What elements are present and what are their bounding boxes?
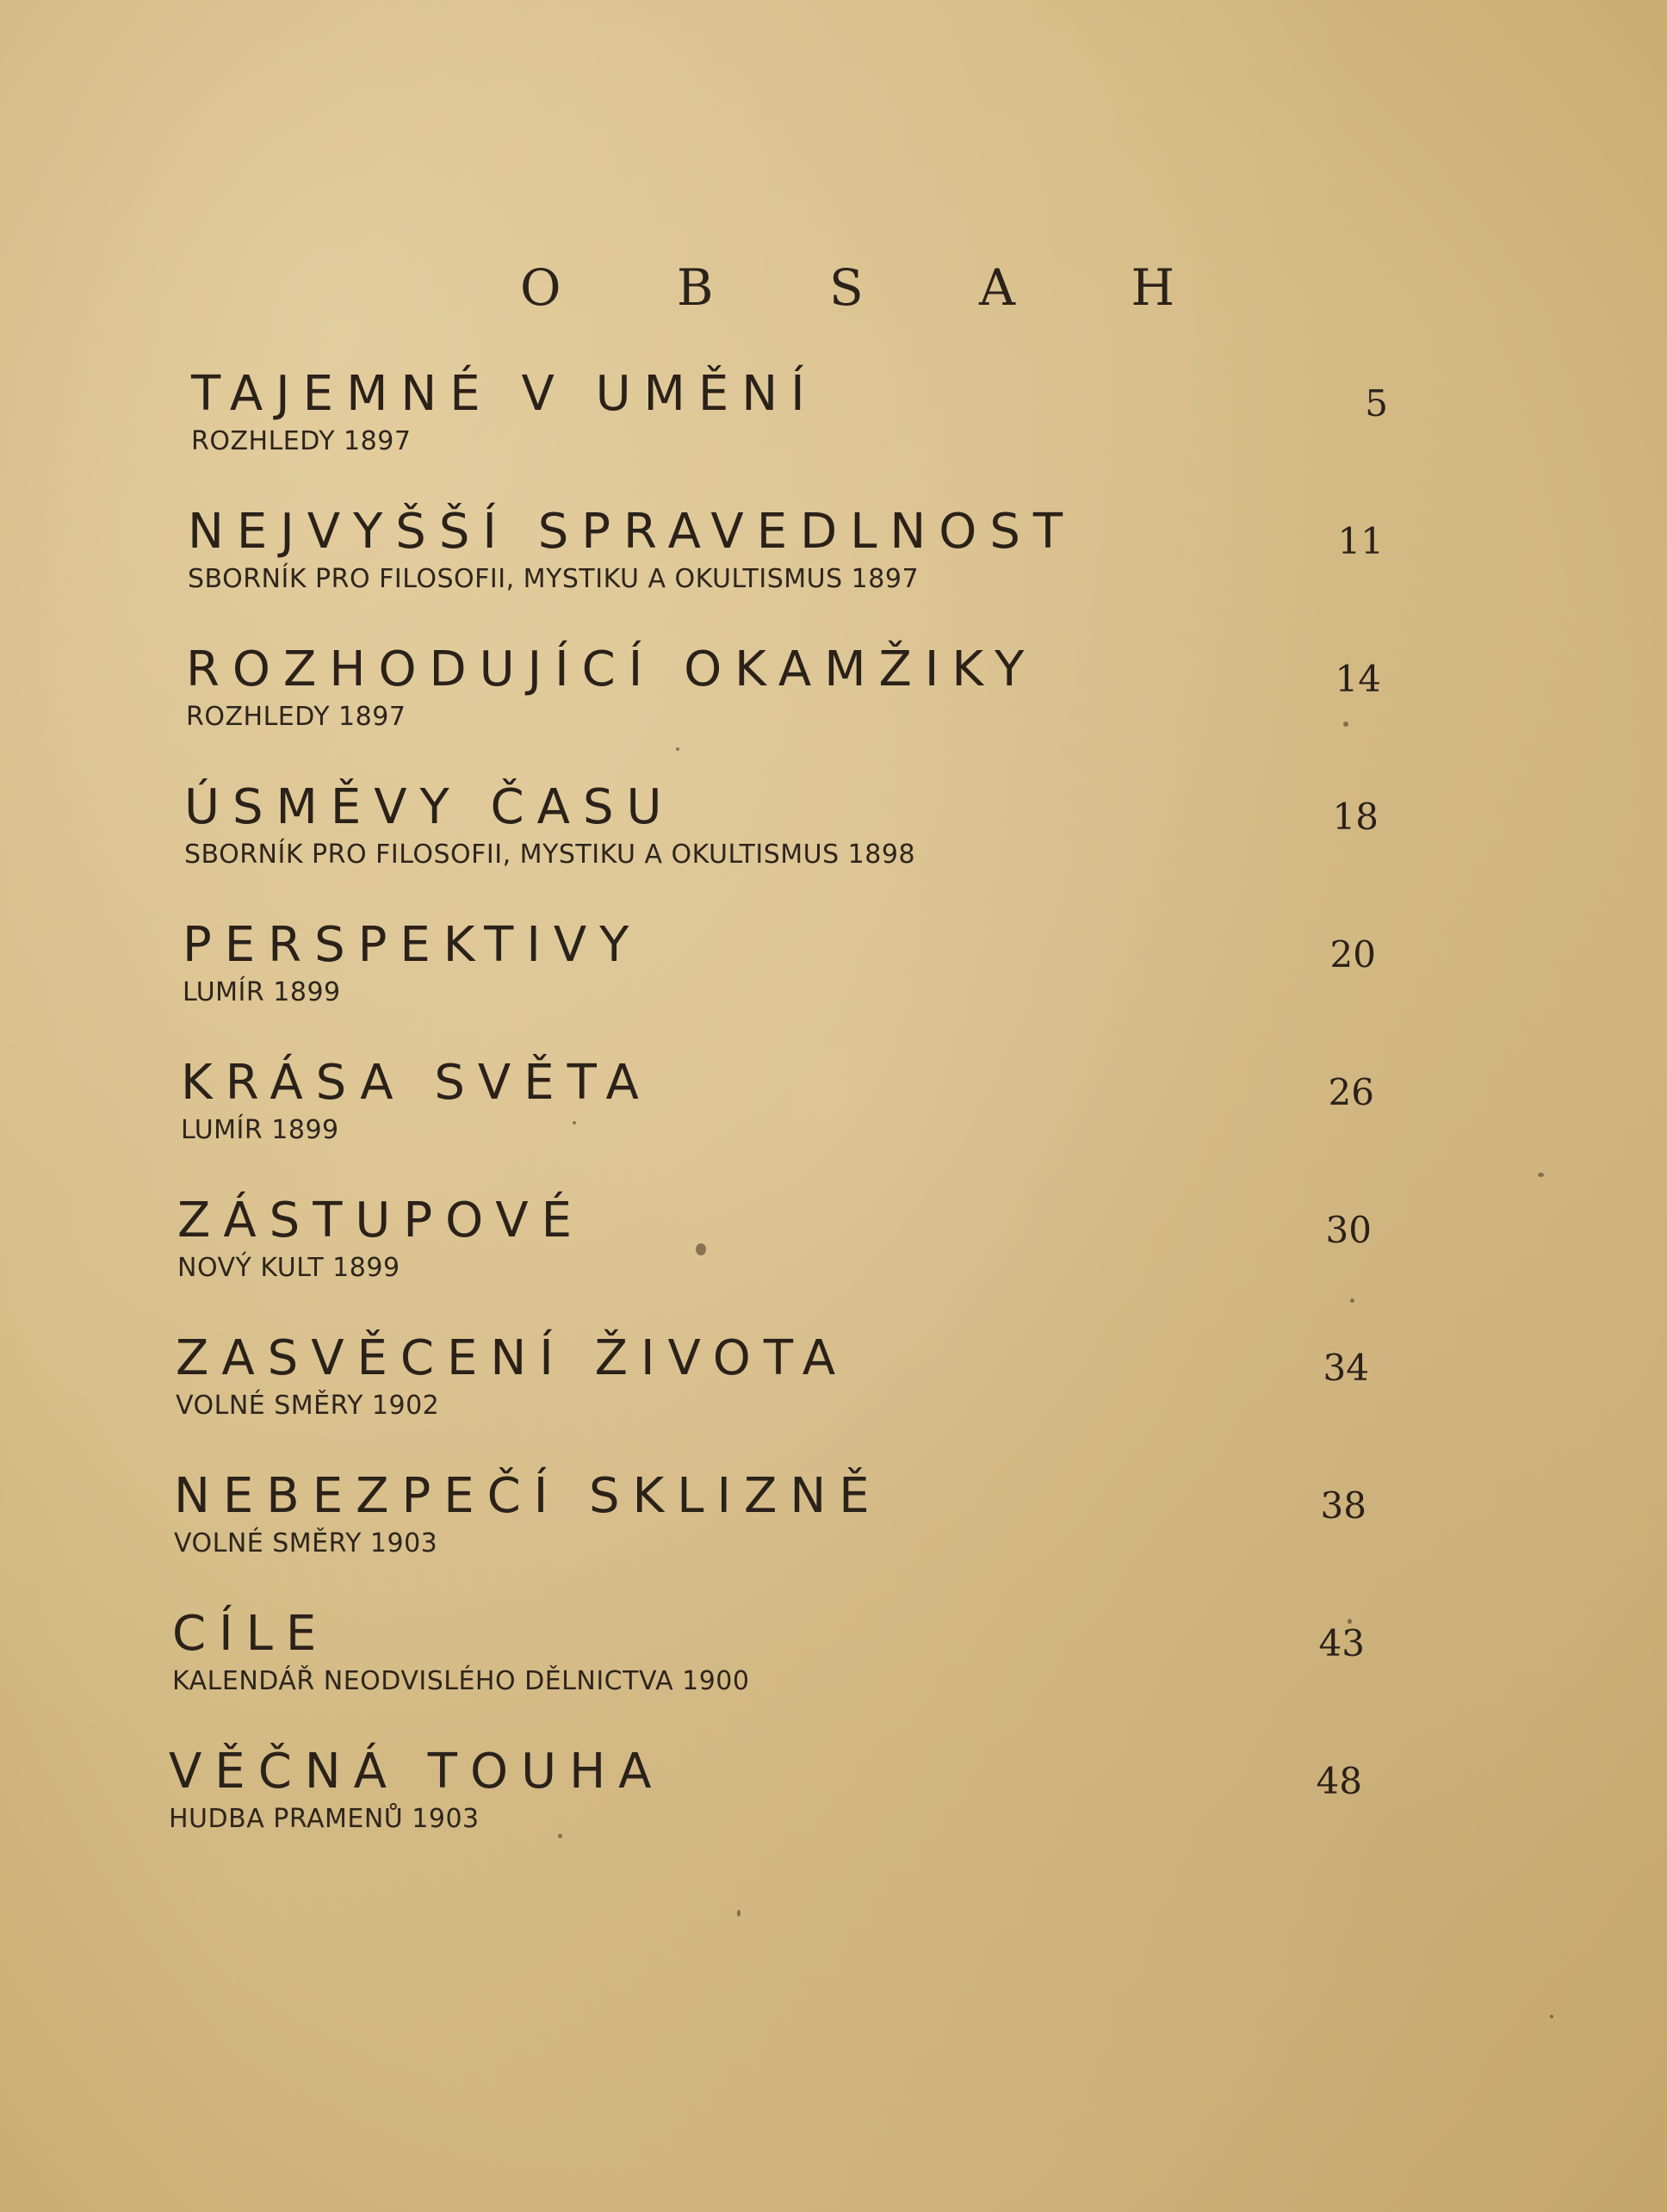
entry-page-number: 20	[1329, 933, 1376, 976]
entry-title: VĚČNÁ TOUHA	[169, 1744, 665, 1800]
toc-entry	[0, 779, 1667, 878]
paper-speck	[737, 1910, 741, 1917]
entry-page-number: 43	[1318, 1622, 1365, 1664]
entry-title: ROZHODUJÍCÍ OKAMŽIKY	[186, 641, 1038, 697]
entry-page-number: 30	[1325, 1209, 1372, 1251]
entry-page-number: 26	[1328, 1071, 1374, 1113]
entry-title: ZASVĚCENÍ ŽIVOTA	[176, 1330, 849, 1386]
entry-source: NOVÝ KULT 1899	[177, 1253, 400, 1283]
entry-page-number: 5	[1365, 382, 1388, 424]
toc-entry	[0, 1606, 1667, 1705]
entry-source: ROZHLEDY 1897	[191, 426, 412, 456]
toc-entry	[0, 1744, 1667, 1843]
entry-source: KALENDÁŘ NEODVISLÉHO DĚLNICTVA 1900	[172, 1666, 750, 1696]
entry-title: TAJEMNÉ V UMĚNÍ	[191, 366, 818, 422]
paper-speck	[1550, 2015, 1553, 2018]
entry-page-number: 34	[1323, 1347, 1369, 1389]
entry-source: SBORNÍK PRO FILOSOFII, MYSTIKU A OKULTISMUS 1898	[184, 840, 916, 870]
toc-entry	[0, 1468, 1667, 1567]
paper-speck	[676, 747, 679, 751]
entry-page-number: 48	[1316, 1760, 1362, 1802]
entry-title: ZÁSTUPOVÉ	[177, 1193, 585, 1249]
entry-source: VOLNÉ SMĚRY 1903	[174, 1528, 438, 1558]
entry-source: ROZHLEDY 1897	[186, 702, 406, 732]
entry-title: NEJVYŠŠÍ SPRAVEDLNOST	[188, 504, 1076, 560]
toc-entry	[0, 1330, 1667, 1429]
entry-title: ÚSMĚVY ČASU	[184, 779, 675, 835]
entry-page-number: 11	[1337, 520, 1384, 562]
toc-entry	[0, 504, 1667, 603]
toc-entry	[0, 1193, 1667, 1292]
entry-title: CÍLE	[172, 1606, 330, 1662]
entry-source: HUDBA PRAMENŮ 1903	[169, 1804, 480, 1834]
paper-speck	[1538, 1173, 1544, 1177]
paper-speck	[1350, 1298, 1354, 1303]
entry-title: NEBEZPEČÍ SKLIZNĚ	[174, 1468, 883, 1524]
entry-page-number: 14	[1335, 658, 1381, 700]
toc-entry	[0, 641, 1667, 740]
toc-entry	[0, 366, 1667, 465]
toc-entry	[0, 1055, 1667, 1154]
contents-heading: O B S A H	[519, 258, 1225, 317]
toc-entry	[0, 917, 1667, 1016]
entry-title: KRÁSA SVĚTA	[181, 1055, 652, 1111]
entry-page-number: 38	[1320, 1484, 1366, 1527]
entry-source: LUMÍR 1899	[183, 977, 341, 1007]
entry-source: SBORNÍK PRO FILOSOFII, MYSTIKU A OKULTISMUS 1897	[188, 564, 920, 594]
entry-source: LUMÍR 1899	[181, 1115, 339, 1145]
entry-title: PERSPEKTIVY	[183, 917, 642, 973]
entry-page-number: 18	[1332, 796, 1379, 838]
entry-source: VOLNÉ SMĚRY 1902	[176, 1391, 440, 1421]
